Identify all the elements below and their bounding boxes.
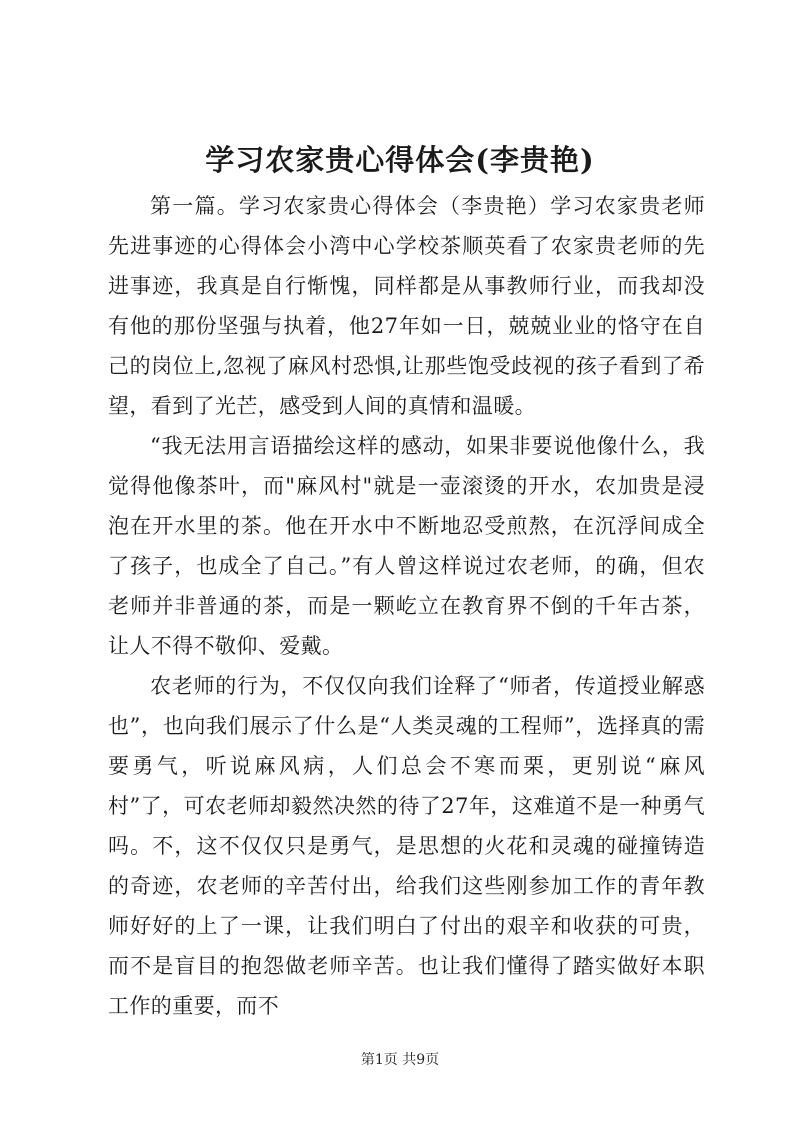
paragraph-2: “我无法用言语描绘这样的感动，如果非要说他像什么，我觉得他像茶叶，而"麻风村"就是一壶滚烫的开水，农加贵是浸泡在开水里的茶。他在开水中不断地忍受煎熬，在沉浮间成全了孩子，也成全了自己。”有人曾这样说过农老师，的确，但农老师并非普通的茶，而是一颗屹立在教育界不倒的千年古茶，让人不得不敬仰、爱戴。 bbox=[108, 434, 705, 658]
paragraph-3: 农老师的行为，不仅仅向我们诠释了“师者，传道授业解惑也”，也向我们展示了什么是“人类灵魂的工程师”，选择真的需要勇气，听说麻风病，人们总会不寒而栗，更别说“麻风村”了，可农老师却毅然决然的待了27年，这难道不是一种勇气吗。不，这不仅仅只是勇气，是思想的火花和灵魂的碰撞铸造的奇迹，农老师的辛苦付出，给我们这些刚参加工作的青年教师好好的上了一课，让我们明白了付出的艰辛和收获的可贵，而不是盲目的抱怨做老师辛苦。也让我们懂得了踏实做好本职工作的重要，而不 bbox=[108, 674, 705, 1018]
page-number-footer: 第1页 共9页 bbox=[360, 1052, 440, 1068]
document-title: 学习农家贵心得体会(李贵艳) bbox=[205, 143, 595, 177]
document-body bbox=[108, 186, 705, 1026]
paragraph-1: 第一篇。学习农家贵心得体会（李贵艳）学习农家贵老师先进事迹的心得体会小湾中心学校茶顺英看了农家贵老师的先进事迹，我真是自行惭愧，同样都是从事教师行业，而我却没有他的那份坚强与执着，他27年如一日，兢兢业业的恪守在自己的岗位上,忽视了麻风村恐惧,让那些饱受歧视的孩子看到了希望，看到了光芒，感受到人间的真情和温暖。 bbox=[108, 194, 705, 418]
